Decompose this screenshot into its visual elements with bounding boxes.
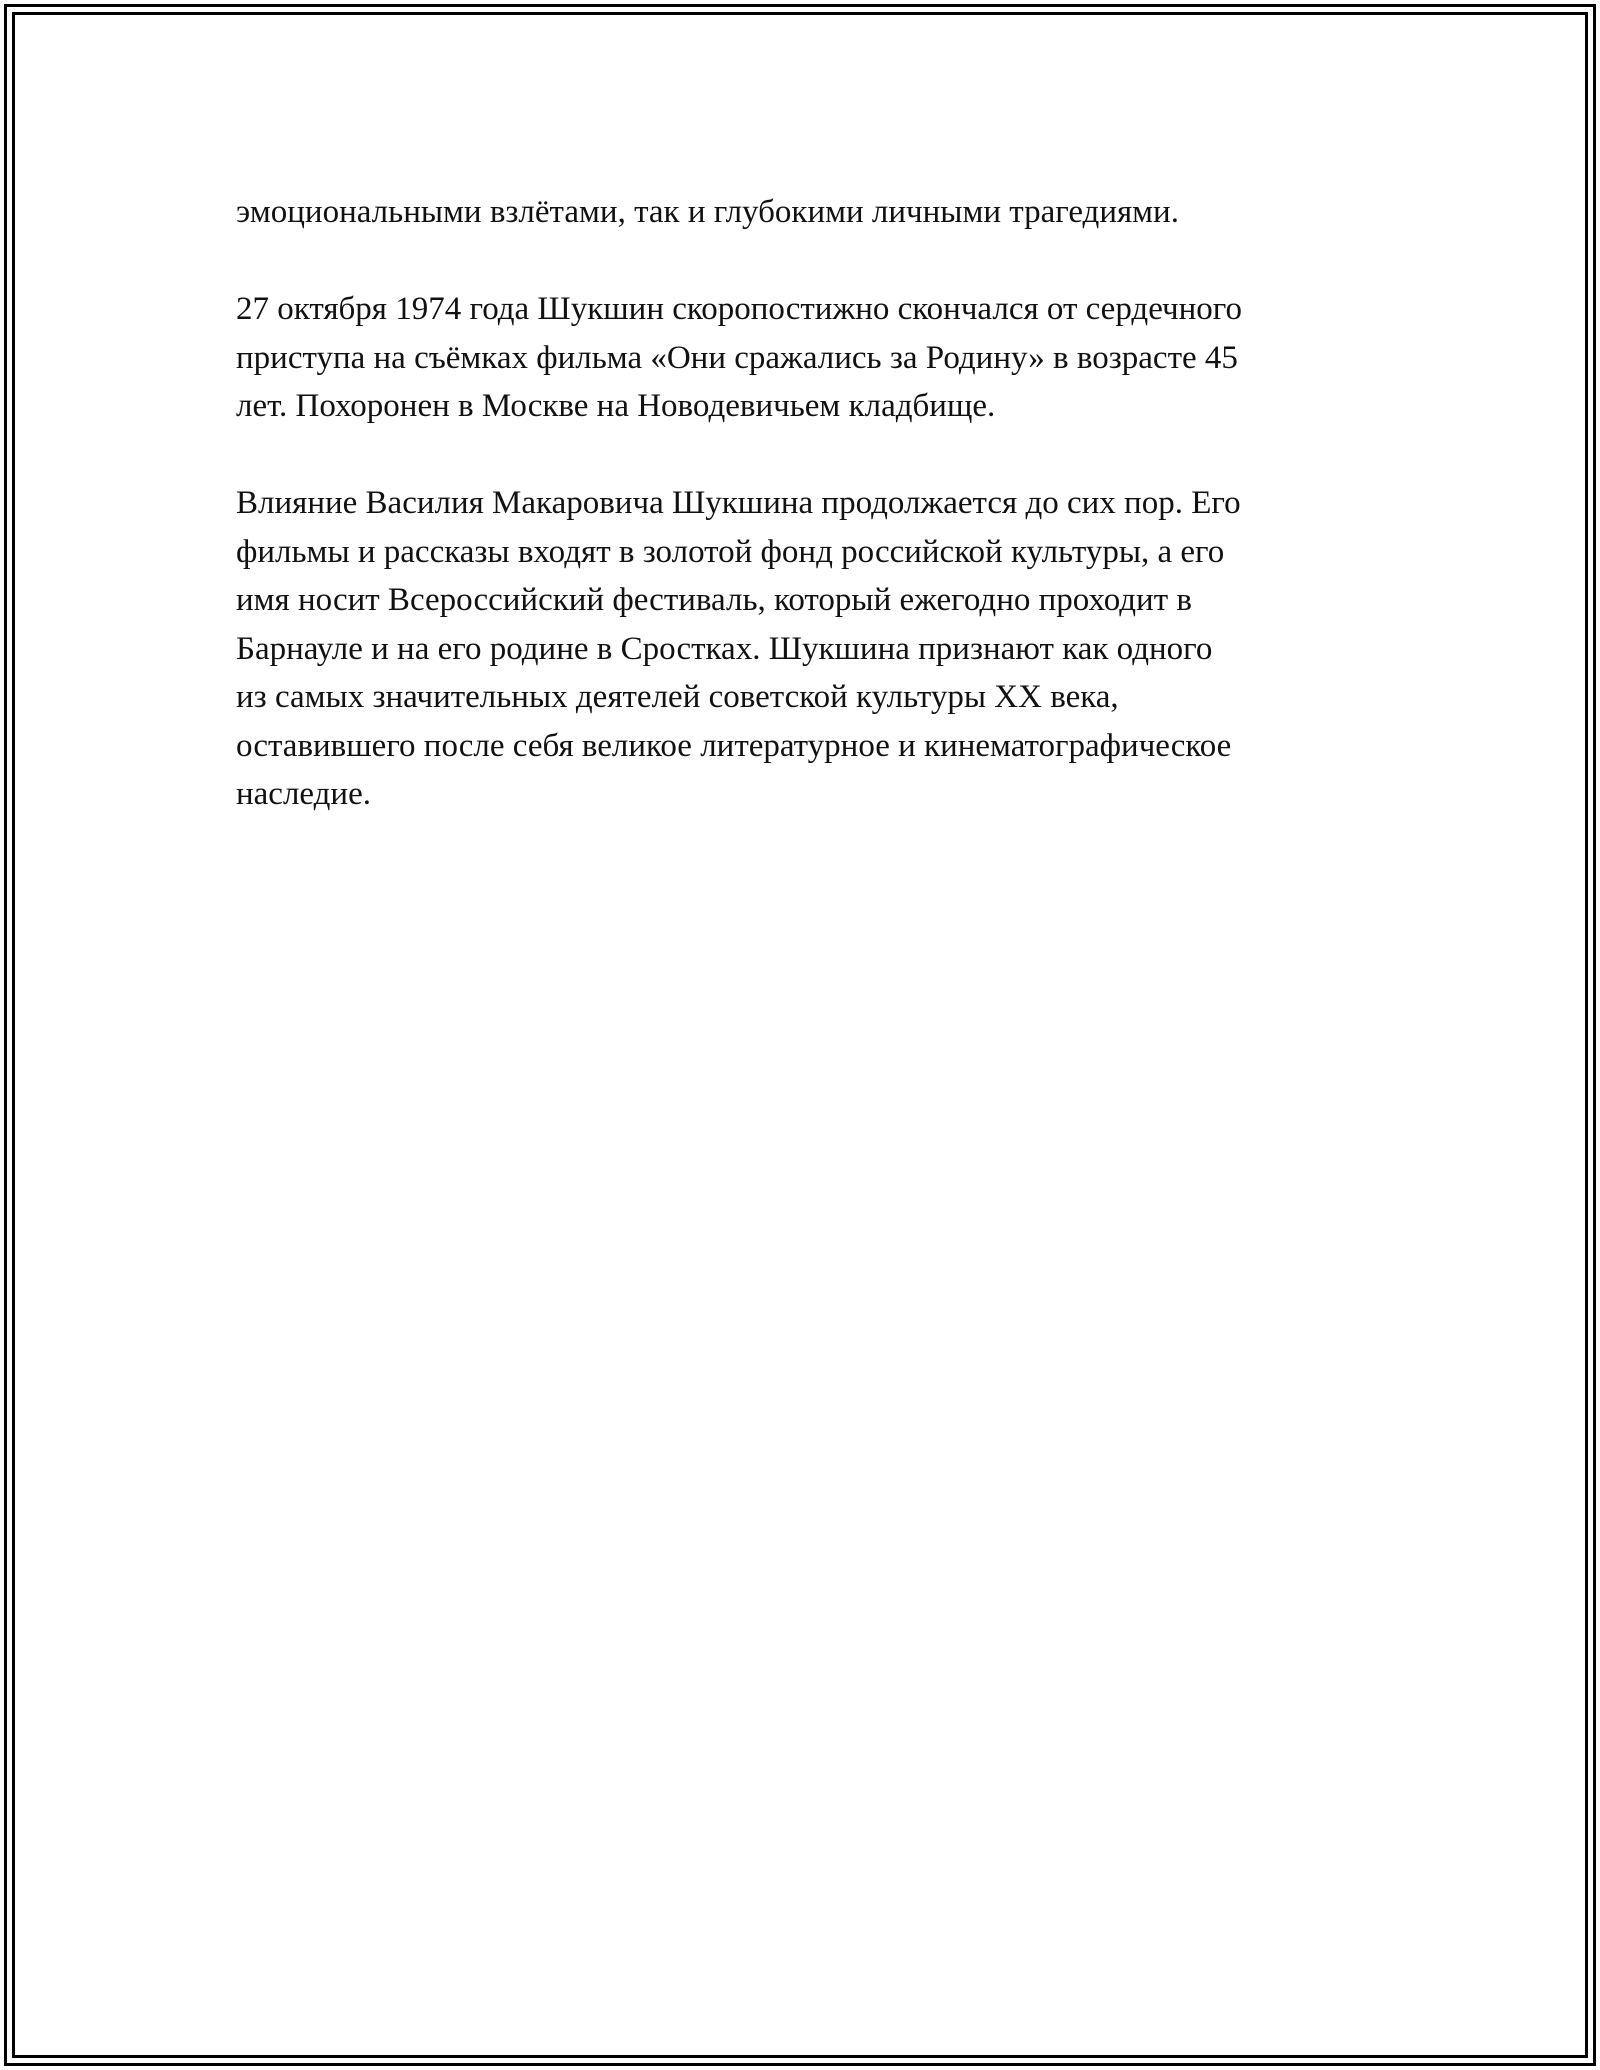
text-line: наследие. [236, 776, 371, 812]
text-line: фильмы и рассказы входят в золотой фонд российской культуры, а его [236, 533, 1225, 570]
document-body [236, 188, 1386, 819]
text-line: приступа на съёмках фильма «Они сражались за Родину» в возрасте 45 [236, 339, 1238, 376]
text-line: эмоциональными взлётами, так и глубокими личными трагедиями. [236, 194, 1179, 230]
text-line: имя носит Всероссийский фестиваль, который ежегодно проходит в [236, 582, 1192, 618]
text-line: из самых значительных деятелей советской культуры XX века, [236, 679, 1119, 715]
text-line: оставившего после себя великое литературное и кинематографическое [236, 727, 1232, 764]
paragraph-death [236, 285, 1386, 431]
text-line: Влияние Василия Макаровича Шукшина продолжается до сих пор. Его [236, 485, 1241, 521]
paragraph-legacy [236, 479, 1386, 819]
text-line: 27 октября 1974 года Шукшин скоропостижно скончался от сердечного [236, 291, 1242, 327]
paragraph-continuation [236, 188, 1386, 237]
text-line: Барнауле и на его родине в Сростках. Шукшина признают как одного [236, 630, 1213, 667]
text-line: лет. Похоронен в Москве на Новодевичьем кладбище. [236, 388, 996, 424]
